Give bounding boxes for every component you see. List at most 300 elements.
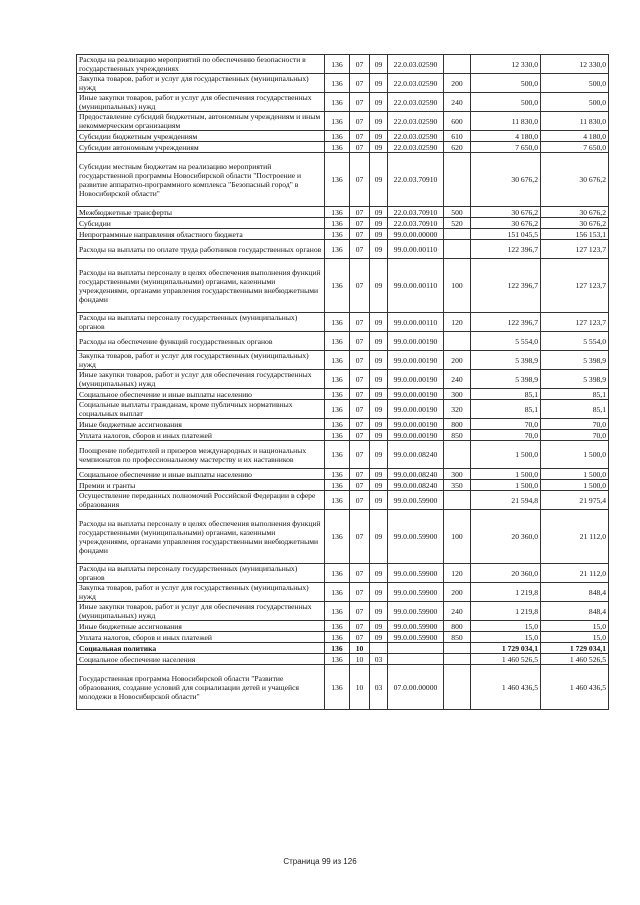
ved-code-cell: 136 — [325, 229, 350, 240]
expense-type-cell: 200 — [444, 351, 471, 370]
table-row — [77, 510, 609, 564]
subsection-code-cell: 09 — [370, 419, 388, 430]
target-article-cell: 99.0.00.59900 — [388, 632, 444, 643]
table-row — [77, 218, 609, 229]
section-code-cell: 07 — [350, 430, 370, 441]
ved-code-cell: 136 — [325, 491, 350, 510]
row-name-cell: Субсидии — [77, 218, 325, 229]
amount-year1-cell: 70,0 — [471, 430, 541, 441]
target-article-cell: 99.0.00.00190 — [388, 351, 444, 370]
amount-year2-cell: 500,0 — [541, 74, 609, 93]
section-code-cell: 07 — [350, 389, 370, 400]
amount-year1-cell: 122 396,7 — [471, 259, 541, 313]
target-article-cell: 99.0.00.59900 — [388, 510, 444, 564]
amount-year2-cell: 156 153,1 — [541, 229, 609, 240]
amount-year2-cell: 21 112,0 — [541, 564, 609, 583]
expense-type-cell: 600 — [444, 112, 471, 131]
row-name-cell: Расходы на реализацию мероприятий по обеспечению безопасности в государственных учреждениях — [77, 55, 325, 74]
subsection-code-cell: 09 — [370, 564, 388, 583]
target-article-cell: 22.0.03.70910 — [388, 218, 444, 229]
table-row — [77, 332, 609, 351]
ved-code-cell: 136 — [325, 218, 350, 229]
section-code-cell: 07 — [350, 207, 370, 218]
expense-type-cell: 850 — [444, 632, 471, 643]
expense-type-cell — [444, 153, 471, 207]
ved-code-cell: 136 — [325, 654, 350, 665]
section-code-cell: 07 — [350, 419, 370, 430]
amount-year2-cell: 127 123,7 — [541, 313, 609, 332]
row-name-cell: Расходы на выплаты персоналу государственных (муниципальных) органов — [77, 313, 325, 332]
expense-type-cell: 800 — [444, 419, 471, 430]
ved-code-cell: 136 — [325, 389, 350, 400]
table-row — [77, 142, 609, 153]
row-name-cell: Субсидии местным бюджетам на реализацию мероприятий государственной программы Новосибирской области "Построение и развитие аппаратно-программного комплекса "Безопасный город" в Новосибирской области" — [77, 153, 325, 207]
ved-code-cell: 136 — [325, 643, 350, 654]
amount-year1-cell: 151 045,5 — [471, 229, 541, 240]
subsection-code-cell: 09 — [370, 469, 388, 480]
amount-year1-cell: 12 330,0 — [471, 55, 541, 74]
target-article-cell: 22.0.03.70910 — [388, 153, 444, 207]
subsection-code-cell: 09 — [370, 621, 388, 632]
row-name-cell: Закупка товаров, работ и услуг для государственных (муниципальных) нужд — [77, 583, 325, 602]
expense-type-cell: 300 — [444, 389, 471, 400]
section-code-cell: 07 — [350, 313, 370, 332]
ved-code-cell: 136 — [325, 259, 350, 313]
amount-year2-cell: 1 460 436,5 — [541, 665, 609, 710]
subsection-code-cell: 09 — [370, 430, 388, 441]
subsection-code-cell: 09 — [370, 55, 388, 74]
subsection-code-cell: 09 — [370, 74, 388, 93]
amount-year2-cell: 848,4 — [541, 602, 609, 621]
target-article-cell: 99.0.00.00190 — [388, 430, 444, 441]
row-name-cell: Предоставление субсидий бюджетным, автономным учреждениям и иным некоммерческим организациям — [77, 112, 325, 131]
expense-type-cell — [444, 665, 471, 710]
table-row — [77, 632, 609, 643]
ved-code-cell: 136 — [325, 207, 350, 218]
table-row — [77, 207, 609, 218]
expense-type-cell — [444, 229, 471, 240]
ved-code-cell: 136 — [325, 621, 350, 632]
amount-year1-cell: 21 594,8 — [471, 491, 541, 510]
target-article-cell: 99.0.00.00190 — [388, 332, 444, 351]
table-row — [77, 621, 609, 632]
amount-year1-cell: 1 460 526,5 — [471, 654, 541, 665]
amount-year1-cell: 70,0 — [471, 419, 541, 430]
section-code-cell: 07 — [350, 142, 370, 153]
amount-year1-cell: 500,0 — [471, 93, 541, 112]
table-row — [77, 112, 609, 131]
expense-type-cell: 350 — [444, 480, 471, 491]
expense-type-cell — [444, 491, 471, 510]
row-name-cell: Осуществление переданных полномочий Российской Федерации в сфере образования — [77, 491, 325, 510]
expense-type-cell: 240 — [444, 93, 471, 112]
section-code-cell: 07 — [350, 632, 370, 643]
ved-code-cell: 136 — [325, 419, 350, 430]
target-article-cell: 07.0.00.00000 — [388, 665, 444, 710]
target-article-cell: 99.0.00.08240 — [388, 480, 444, 491]
target-article-cell: 22.0.03.02590 — [388, 74, 444, 93]
section-code-cell: 07 — [350, 74, 370, 93]
amount-year2-cell: 1 500,0 — [541, 469, 609, 480]
target-article-cell: 99.0.00.59900 — [388, 564, 444, 583]
expense-type-cell: 500 — [444, 207, 471, 218]
expense-type-cell: 520 — [444, 218, 471, 229]
target-article-cell: 99.0.00.08240 — [388, 469, 444, 480]
amount-year1-cell: 20 360,0 — [471, 510, 541, 564]
expense-type-cell: 610 — [444, 131, 471, 142]
target-article-cell: 99.0.00.00110 — [388, 313, 444, 332]
subsection-code-cell: 09 — [370, 400, 388, 419]
target-article-cell: 99.0.00.59900 — [388, 602, 444, 621]
row-name-cell: Социальная политика — [77, 643, 325, 654]
page-number-footer: Страница 99 из 126 — [283, 857, 357, 866]
target-article-cell: 99.0.00.00190 — [388, 389, 444, 400]
budget-table — [76, 54, 609, 710]
ved-code-cell: 136 — [325, 142, 350, 153]
table-row — [77, 441, 609, 469]
subsection-code-cell: 09 — [370, 93, 388, 112]
amount-year2-cell: 1 729 034,1 — [541, 643, 609, 654]
subsection-code-cell: 09 — [370, 131, 388, 142]
section-code-cell: 07 — [350, 93, 370, 112]
subsection-code-cell: 09 — [370, 583, 388, 602]
expense-type-cell: 100 — [444, 259, 471, 313]
subsection-code-cell: 09 — [370, 207, 388, 218]
target-article-cell: 22.0.03.02590 — [388, 142, 444, 153]
amount-year2-cell: 5 554,0 — [541, 332, 609, 351]
amount-year2-cell: 21 975,4 — [541, 491, 609, 510]
table-row — [77, 93, 609, 112]
subsection-code-cell: 09 — [370, 153, 388, 207]
section-code-cell: 07 — [350, 602, 370, 621]
amount-year2-cell: 70,0 — [541, 419, 609, 430]
row-name-cell: Закупка товаров, работ и услуг для государственных (муниципальных) нужд — [77, 351, 325, 370]
amount-year2-cell: 11 830,0 — [541, 112, 609, 131]
ved-code-cell: 136 — [325, 93, 350, 112]
table-row — [77, 131, 609, 142]
section-code-cell: 07 — [350, 480, 370, 491]
table-row — [77, 153, 609, 207]
subsection-code-cell: 09 — [370, 218, 388, 229]
amount-year1-cell: 7 650,0 — [471, 142, 541, 153]
target-article-cell: 99.0.00.59900 — [388, 621, 444, 632]
table-row — [77, 370, 609, 389]
amount-year1-cell: 122 396,7 — [471, 313, 541, 332]
amount-year2-cell: 15,0 — [541, 621, 609, 632]
subsection-code-cell: 09 — [370, 370, 388, 389]
section-code-cell: 07 — [350, 351, 370, 370]
amount-year1-cell: 1 500,0 — [471, 480, 541, 491]
section-code-cell: 07 — [350, 564, 370, 583]
subsection-code-cell: 09 — [370, 142, 388, 153]
row-name-cell: Уплата налогов, сборов и иных платежей — [77, 430, 325, 441]
target-article-cell: 22.0.03.02590 — [388, 131, 444, 142]
row-name-cell: Премии и гранты — [77, 480, 325, 491]
row-name-cell: Иные закупки товаров, работ и услуг для обеспечения государственных (муниципальных) нужд — [77, 93, 325, 112]
amount-year1-cell: 1 500,0 — [471, 441, 541, 469]
amount-year1-cell: 11 830,0 — [471, 112, 541, 131]
expense-type-cell: 200 — [444, 583, 471, 602]
section-code-cell: 07 — [350, 112, 370, 131]
target-article-cell: 99.0.00.59900 — [388, 491, 444, 510]
ved-code-cell: 136 — [325, 441, 350, 469]
section-code-cell: 07 — [350, 400, 370, 419]
target-article-cell: 22.0.03.02590 — [388, 112, 444, 131]
target-article-cell: 99.0.00.00000 — [388, 229, 444, 240]
row-name-cell: Иные бюджетные ассигнования — [77, 621, 325, 632]
amount-year2-cell: 21 112,0 — [541, 510, 609, 564]
expense-type-cell: 850 — [444, 430, 471, 441]
section-code-cell: 07 — [350, 131, 370, 142]
subsection-code-cell: 09 — [370, 510, 388, 564]
expense-type-cell: 240 — [444, 370, 471, 389]
ved-code-cell: 136 — [325, 665, 350, 710]
ved-code-cell: 136 — [325, 240, 350, 259]
expense-type-cell — [444, 332, 471, 351]
subsection-code-cell: 09 — [370, 441, 388, 469]
target-article-cell: 99.0.00.59900 — [388, 583, 444, 602]
subsection-code-cell: 09 — [370, 389, 388, 400]
section-code-cell: 10 — [350, 654, 370, 665]
table-row — [77, 351, 609, 370]
ved-code-cell: 136 — [325, 55, 350, 74]
subsection-code-cell: 09 — [370, 632, 388, 643]
section-code-cell: 07 — [350, 621, 370, 632]
subsection-code-cell: 09 — [370, 480, 388, 491]
table-row — [77, 55, 609, 74]
amount-year2-cell: 5 398,9 — [541, 370, 609, 389]
row-name-cell: Государственная программа Новосибирской области "Развитие образования, создание условий для социализации детей и учащейся молодежи в Новосибирской области" — [77, 665, 325, 710]
section-code-cell: 07 — [350, 153, 370, 207]
row-name-cell: Расходы на выплаты персоналу в целях обеспечения выполнения функций государственными (муниципальными) органами, казенными учреждениями, органами управления государственными внебюджетными фондами — [77, 259, 325, 313]
table-row — [77, 389, 609, 400]
subsection-code-cell: 09 — [370, 602, 388, 621]
target-article-cell: 99.0.00.08240 — [388, 441, 444, 469]
ved-code-cell: 136 — [325, 400, 350, 419]
amount-year2-cell: 15,0 — [541, 632, 609, 643]
amount-year1-cell: 1 219,8 — [471, 583, 541, 602]
target-article-cell: 99.0.00.00190 — [388, 370, 444, 389]
amount-year1-cell: 15,0 — [471, 621, 541, 632]
amount-year2-cell: 5 398,9 — [541, 351, 609, 370]
section-code-cell: 07 — [350, 240, 370, 259]
amount-year1-cell: 5 554,0 — [471, 332, 541, 351]
amount-year2-cell: 848,4 — [541, 583, 609, 602]
expense-type-cell — [444, 240, 471, 259]
amount-year2-cell: 85,1 — [541, 400, 609, 419]
amount-year2-cell: 12 330,0 — [541, 55, 609, 74]
amount-year1-cell: 5 398,9 — [471, 351, 541, 370]
row-name-cell: Непрограммные направления областного бюджета — [77, 229, 325, 240]
budget-table-body — [77, 55, 609, 710]
table-row — [77, 665, 609, 710]
ved-code-cell: 136 — [325, 332, 350, 351]
ved-code-cell: 136 — [325, 313, 350, 332]
amount-year1-cell: 1 729 034,1 — [471, 643, 541, 654]
table-row — [77, 564, 609, 583]
row-name-cell: Расходы на выплаты персоналу государственных (муниципальных) органов — [77, 564, 325, 583]
subsection-code-cell: 09 — [370, 351, 388, 370]
amount-year1-cell: 30 676,2 — [471, 153, 541, 207]
section-code-cell: 07 — [350, 441, 370, 469]
target-article-cell: 99.0.00.00190 — [388, 419, 444, 430]
ved-code-cell: 136 — [325, 131, 350, 142]
expense-type-cell — [444, 643, 471, 654]
row-name-cell: Субсидии автономным учреждениям — [77, 142, 325, 153]
section-code-cell: 07 — [350, 218, 370, 229]
expense-type-cell: 300 — [444, 469, 471, 480]
table-row — [77, 419, 609, 430]
target-article-cell: 99.0.00.00190 — [388, 400, 444, 419]
ved-code-cell: 136 — [325, 370, 350, 389]
row-name-cell: Расходы на обеспечение функций государственных органов — [77, 332, 325, 351]
subsection-code-cell: 09 — [370, 491, 388, 510]
amount-year2-cell: 500,0 — [541, 93, 609, 112]
expense-type-cell: 200 — [444, 74, 471, 93]
subsection-code-cell: 03 — [370, 654, 388, 665]
row-name-cell: Социальные выплаты гражданам, кроме публичных нормативных социальных выплат — [77, 400, 325, 419]
ved-code-cell: 136 — [325, 564, 350, 583]
table-row — [77, 259, 609, 313]
row-name-cell: Закупка товаров, работ и услуг для государственных (муниципальных) нужд — [77, 74, 325, 93]
section-code-cell: 07 — [350, 370, 370, 389]
row-name-cell: Социальное обеспечение и иные выплаты населению — [77, 469, 325, 480]
amount-year1-cell: 1 500,0 — [471, 469, 541, 480]
expense-type-cell — [444, 441, 471, 469]
row-name-cell: Социальное обеспечение и иные выплаты населению — [77, 389, 325, 400]
section-code-cell: 07 — [350, 491, 370, 510]
target-article-cell: 22.0.03.02590 — [388, 93, 444, 112]
amount-year1-cell: 1 460 436,5 — [471, 665, 541, 710]
row-name-cell: Уплата налогов, сборов и иных платежей — [77, 632, 325, 643]
table-row — [77, 313, 609, 332]
subsection-code-cell: 09 — [370, 259, 388, 313]
ved-code-cell: 136 — [325, 430, 350, 441]
subsection-code-cell: 09 — [370, 229, 388, 240]
expense-type-cell: 320 — [444, 400, 471, 419]
amount-year1-cell: 4 180,0 — [471, 131, 541, 142]
ved-code-cell: 136 — [325, 510, 350, 564]
ved-code-cell: 136 — [325, 112, 350, 131]
amount-year2-cell: 127 123,7 — [541, 259, 609, 313]
amount-year1-cell: 30 676,2 — [471, 207, 541, 218]
table-row — [77, 400, 609, 419]
row-name-cell: Субсидии бюджетным учреждениям — [77, 131, 325, 142]
table-row — [77, 602, 609, 621]
row-name-cell: Расходы на выплаты по оплате труда работников государственных органов — [77, 240, 325, 259]
table-row — [77, 74, 609, 93]
ved-code-cell: 136 — [325, 153, 350, 207]
ved-code-cell: 136 — [325, 632, 350, 643]
amount-year2-cell: 1 500,0 — [541, 480, 609, 491]
amount-year1-cell: 30 676,2 — [471, 218, 541, 229]
section-code-cell: 07 — [350, 583, 370, 602]
table-row — [77, 430, 609, 441]
section-code-cell: 07 — [350, 55, 370, 74]
row-name-cell: Социальное обеспечение населения — [77, 654, 325, 665]
table-row — [77, 229, 609, 240]
ved-code-cell: 136 — [325, 602, 350, 621]
expense-type-cell — [444, 654, 471, 665]
expense-type-cell — [444, 55, 471, 74]
target-article-cell: 22.0.03.70910 — [388, 207, 444, 218]
target-article-cell — [388, 654, 444, 665]
subsection-code-cell: 03 — [370, 665, 388, 710]
amount-year2-cell: 85,1 — [541, 389, 609, 400]
amount-year2-cell: 70,0 — [541, 430, 609, 441]
amount-year1-cell: 85,1 — [471, 400, 541, 419]
amount-year1-cell: 1 219,8 — [471, 602, 541, 621]
table-row — [77, 654, 609, 665]
table-row — [77, 491, 609, 510]
section-code-cell: 10 — [350, 643, 370, 654]
row-name-cell: Расходы на выплаты персоналу в целях обеспечения выполнения функций государственными (муниципальными) органами, казенными учреждениями, органами управления государственными внебюджетными фондами — [77, 510, 325, 564]
row-name-cell: Иные бюджетные ассигнования — [77, 419, 325, 430]
amount-year2-cell: 1 500,0 — [541, 441, 609, 469]
table-row — [77, 480, 609, 491]
amount-year1-cell: 5 398,9 — [471, 370, 541, 389]
table-row — [77, 583, 609, 602]
target-article-cell: 22.0.03.02590 — [388, 55, 444, 74]
target-article-cell: 99.0.00.00110 — [388, 259, 444, 313]
target-article-cell: 99.0.00.00110 — [388, 240, 444, 259]
expense-type-cell: 620 — [444, 142, 471, 153]
table-row — [77, 240, 609, 259]
section-code-cell: 07 — [350, 469, 370, 480]
row-name-cell: Иные закупки товаров, работ и услуг для обеспечения государственных (муниципальных) нужд — [77, 370, 325, 389]
subsection-code-cell — [370, 643, 388, 654]
ved-code-cell: 136 — [325, 351, 350, 370]
row-name-cell: Поощрение победителей и призеров международных и национальных чемпионатов по профессиональному мастерству и их наставников — [77, 441, 325, 469]
subsection-code-cell: 09 — [370, 240, 388, 259]
amount-year1-cell: 20 360,0 — [471, 564, 541, 583]
target-article-cell — [388, 643, 444, 654]
amount-year1-cell: 500,0 — [471, 74, 541, 93]
amount-year2-cell: 30 676,2 — [541, 207, 609, 218]
subsection-code-cell: 09 — [370, 332, 388, 351]
expense-type-cell: 240 — [444, 602, 471, 621]
section-code-cell: 07 — [350, 259, 370, 313]
amount-year1-cell: 122 396,7 — [471, 240, 541, 259]
amount-year2-cell: 127 123,7 — [541, 240, 609, 259]
expense-type-cell: 120 — [444, 564, 471, 583]
amount-year2-cell: 30 676,2 — [541, 218, 609, 229]
subsection-code-cell: 09 — [370, 313, 388, 332]
ved-code-cell: 136 — [325, 480, 350, 491]
amount-year2-cell: 7 650,0 — [541, 142, 609, 153]
expense-type-cell: 100 — [444, 510, 471, 564]
amount-year2-cell: 1 460 526,5 — [541, 654, 609, 665]
ved-code-cell: 136 — [325, 583, 350, 602]
expense-type-cell: 800 — [444, 621, 471, 632]
ved-code-cell: 136 — [325, 74, 350, 93]
amount-year2-cell: 4 180,0 — [541, 131, 609, 142]
section-code-cell: 07 — [350, 332, 370, 351]
amount-year1-cell: 15,0 — [471, 632, 541, 643]
section-code-cell: 07 — [350, 510, 370, 564]
table-row — [77, 469, 609, 480]
section-code-cell: 07 — [350, 229, 370, 240]
table-row — [77, 643, 609, 654]
subsection-code-cell: 09 — [370, 112, 388, 131]
amount-year2-cell: 30 676,2 — [541, 153, 609, 207]
amount-year1-cell: 85,1 — [471, 389, 541, 400]
expense-type-cell: 120 — [444, 313, 471, 332]
ved-code-cell: 136 — [325, 469, 350, 480]
row-name-cell: Межбюджетные трансферты — [77, 207, 325, 218]
row-name-cell: Иные закупки товаров, работ и услуг для обеспечения государственных (муниципальных) нужд — [77, 602, 325, 621]
section-code-cell: 10 — [350, 665, 370, 710]
